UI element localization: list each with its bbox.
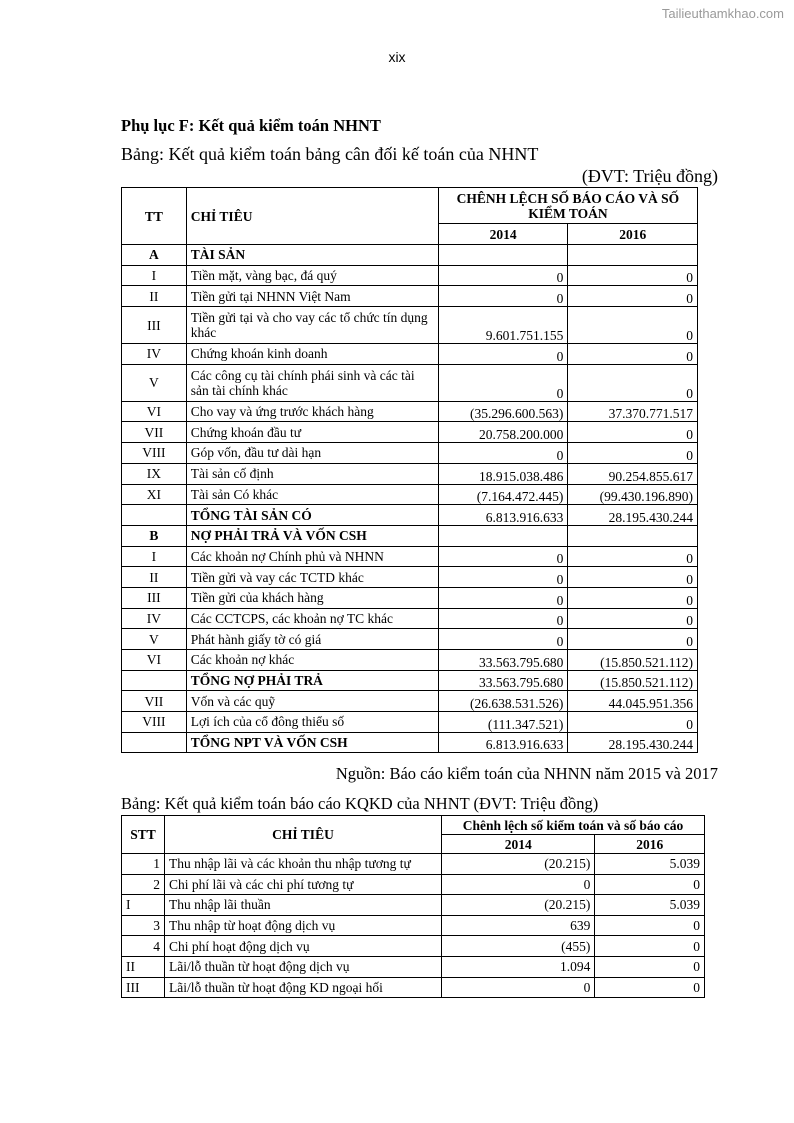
row-tt-cell: VIII	[122, 712, 187, 733]
row-name-cell: Tài sản cố định	[186, 463, 438, 484]
table-row	[122, 265, 698, 286]
row-name-cell: Tiền gửi và vay các TCTD khác	[186, 567, 438, 588]
balance-sheet-unit: (ĐVT: Triệu đồng)	[581, 166, 718, 186]
row-tt-cell: V	[122, 629, 187, 650]
row-name-cell: NỢ PHẢI TRẢ VÀ VỐN CSH	[186, 525, 438, 546]
row-tt-cell: VII	[122, 691, 187, 712]
row-tt-cell: V	[122, 364, 187, 401]
row-name-cell: Các khoản nợ khác	[186, 650, 438, 671]
row-name-cell: Chứng khoán kinh doanh	[186, 344, 438, 365]
row-stt-cell: 4	[122, 936, 165, 957]
row-value-2014: 0	[438, 443, 568, 464]
row-tt-cell: III	[122, 307, 187, 344]
row-value-2016: 0	[568, 265, 698, 286]
row-name-cell: Thu nhập từ hoạt động dịch vụ	[165, 915, 442, 936]
header-year-2016: 2016	[568, 224, 698, 245]
row-name-cell: TỔNG NPT VÀ VỐN CSH	[186, 732, 438, 753]
row-value-2014: 0	[438, 286, 568, 307]
row-tt-cell: III	[122, 587, 187, 608]
table-row	[122, 650, 698, 671]
row-value-2016: 0	[568, 712, 698, 733]
row-value-2016	[568, 245, 698, 266]
row-name-cell: Cho vay và ứng trước khách hàng	[186, 401, 438, 422]
row-tt-cell: VI	[122, 401, 187, 422]
table-row	[122, 525, 698, 546]
table-row	[122, 567, 698, 588]
row-tt-cell: B	[122, 525, 187, 546]
row-value-2016: 5.039	[595, 895, 705, 916]
row-value-2016: 0	[568, 422, 698, 443]
income-statement-caption: Bảng: Kết quả kiểm toán báo cáo KQKD của NHNT (ĐVT: Triệu đồng)	[121, 794, 599, 813]
table-row	[122, 915, 705, 936]
row-tt-cell: VII	[122, 422, 187, 443]
row-name-cell: Góp vốn, đầu tư dài hạn	[186, 443, 438, 464]
row-value-2016: (15.850.521.112)	[568, 670, 698, 691]
table-row	[122, 443, 698, 464]
source-note: Nguồn: Báo cáo kiểm toán của NHNN năm 2015 và 2017	[335, 764, 718, 783]
table-row	[122, 422, 698, 443]
row-name-cell: Phát hành giấy tờ có giá	[186, 629, 438, 650]
table-row	[122, 245, 698, 266]
table-row	[122, 936, 705, 957]
table-row	[122, 874, 705, 895]
row-value-2014: 33.563.795.680	[438, 670, 568, 691]
table-row	[122, 691, 698, 712]
row-name-cell: Các CCTCPS, các khoản nợ TC khác	[186, 608, 438, 629]
table-row	[122, 364, 698, 401]
row-value-2016: 44.045.951.356	[568, 691, 698, 712]
row-name-cell: Lãi/lỗ thuần từ hoạt động KD ngoại hối	[165, 977, 442, 998]
row-stt-cell: 1	[122, 854, 165, 875]
header-tt: TT	[122, 188, 187, 245]
row-value-2016: 0	[595, 956, 705, 977]
row-value-2016: 0	[595, 977, 705, 998]
row-value-2016: 0	[595, 915, 705, 936]
row-name-cell: Chi phí lãi và các chi phí tương tự	[165, 874, 442, 895]
table-row	[122, 629, 698, 650]
balance-sheet-caption: Bảng: Kết quả kiểm toán bảng cân đối kế toán của NHNT	[121, 144, 539, 164]
row-value-2014: 0	[438, 629, 568, 650]
row-value-2016: 37.370.771.517	[568, 401, 698, 422]
header-chi-tieu: CHỈ TIÊU	[165, 816, 442, 854]
row-tt-cell: IV	[122, 344, 187, 365]
table-row	[122, 344, 698, 365]
table-row	[122, 977, 705, 998]
header-difference-group: CHÊNH LỆCH SỐ BÁO CÁO VÀ SỐ KIỂM TOÁN	[438, 188, 697, 224]
row-name-cell: TÀI SẢN	[186, 245, 438, 266]
row-value-2014: (20.215)	[442, 895, 595, 916]
table-row	[122, 286, 698, 307]
row-value-2016	[568, 525, 698, 546]
row-value-2016: 0	[568, 286, 698, 307]
row-value-2014	[438, 525, 568, 546]
row-stt-cell: I	[122, 895, 165, 916]
row-stt-cell: 3	[122, 915, 165, 936]
row-stt-cell: 2	[122, 874, 165, 895]
row-value-2014: 6.813.916.633	[438, 505, 568, 526]
row-name-cell: Tiền gửi tại NHNN Việt Nam	[186, 286, 438, 307]
row-tt-cell: II	[122, 567, 187, 588]
row-value-2014: (7.164.472.445)	[438, 484, 568, 505]
row-value-2014: 0	[438, 608, 568, 629]
table-row	[122, 587, 698, 608]
balance-sheet-body	[122, 245, 698, 753]
row-name-cell: TỔNG NỢ PHẢI TRẢ	[186, 670, 438, 691]
row-value-2016: 0	[568, 443, 698, 464]
row-value-2016: 5.039	[595, 854, 705, 875]
row-tt-cell: I	[122, 546, 187, 567]
row-tt-cell	[122, 732, 187, 753]
row-tt-cell: IV	[122, 608, 187, 629]
row-tt-cell: II	[122, 286, 187, 307]
row-tt-cell: A	[122, 245, 187, 266]
row-value-2014: 0	[438, 567, 568, 588]
row-value-2014: 0	[442, 977, 595, 998]
table-row	[122, 463, 698, 484]
table-row	[122, 546, 698, 567]
row-tt-cell	[122, 505, 187, 526]
row-stt-cell: II	[122, 956, 165, 977]
row-name-cell: Vốn và các quỹ	[186, 691, 438, 712]
row-value-2014: 18.915.038.486	[438, 463, 568, 484]
header-chi-tieu: CHỈ TIÊU	[186, 188, 438, 245]
row-value-2014: 0	[438, 265, 568, 286]
row-value-2016: 0	[595, 874, 705, 895]
row-name-cell: Các công cụ tài chính phái sinh và các tài sản tài chính khác	[186, 364, 438, 401]
row-name-cell: Thu nhập lãi thuần	[165, 895, 442, 916]
row-value-2014: 0	[438, 344, 568, 365]
row-value-2016: 0	[568, 307, 698, 344]
row-name-cell: Tiền gửi của khách hàng	[186, 587, 438, 608]
row-value-2016: (99.430.196.890)	[568, 484, 698, 505]
row-value-2016: 0	[568, 567, 698, 588]
row-value-2016: 0	[595, 936, 705, 957]
table-row	[122, 895, 705, 916]
row-value-2016: 0	[568, 629, 698, 650]
row-tt-cell: VI	[122, 650, 187, 671]
row-value-2014: 0	[438, 364, 568, 401]
header-year-2014: 2014	[438, 224, 568, 245]
row-value-2016: 0	[568, 608, 698, 629]
balance-sheet-table	[121, 187, 698, 753]
header-difference-group: Chênh lệch số kiểm toán và số báo cáo	[442, 816, 705, 835]
row-tt-cell: I	[122, 265, 187, 286]
row-value-2014: 0	[438, 587, 568, 608]
row-value-2016: 28.195.430.244	[568, 732, 698, 753]
table-row	[122, 670, 698, 691]
row-tt-cell	[122, 670, 187, 691]
row-name-cell: Lợi ích của cổ đông thiểu số	[186, 712, 438, 733]
appendix-title: Phụ lục F: Kết quả kiểm toán NHNT	[121, 116, 381, 135]
row-value-2014: 9.601.751.155	[438, 307, 568, 344]
table-row	[122, 956, 705, 977]
table-row	[122, 307, 698, 344]
header-year-2014: 2014	[442, 835, 595, 854]
table-row	[122, 712, 698, 733]
row-value-2014: (35.296.600.563)	[438, 401, 568, 422]
row-value-2014: (26.638.531.526)	[438, 691, 568, 712]
row-value-2014: 0	[442, 874, 595, 895]
header-stt: STT	[122, 816, 165, 854]
row-name-cell: Tài sản Có khác	[186, 484, 438, 505]
row-value-2014: 639	[442, 915, 595, 936]
row-value-2014: 33.563.795.680	[438, 650, 568, 671]
row-value-2016: 90.254.855.617	[568, 463, 698, 484]
row-name-cell: TỔNG TÀI SẢN CÓ	[186, 505, 438, 526]
row-value-2016: 28.195.430.244	[568, 505, 698, 526]
row-name-cell: Chứng khoán đầu tư	[186, 422, 438, 443]
row-value-2014: 0	[438, 546, 568, 567]
row-value-2014: 6.813.916.633	[438, 732, 568, 753]
row-name-cell: Tiền gửi tại và cho vay các tổ chức tín dụng khác	[186, 307, 438, 344]
row-value-2016: (15.850.521.112)	[568, 650, 698, 671]
row-stt-cell: III	[122, 977, 165, 998]
row-name-cell: Lãi/lỗ thuần từ hoạt động dịch vụ	[165, 956, 442, 977]
row-value-2014: 1.094	[442, 956, 595, 977]
row-name-cell: Chi phí hoạt động dịch vụ	[165, 936, 442, 957]
row-value-2016: 0	[568, 546, 698, 567]
row-value-2014: (111.347.521)	[438, 712, 568, 733]
row-value-2014: 20.758.200.000	[438, 422, 568, 443]
row-tt-cell: XI	[122, 484, 187, 505]
row-value-2014: (20.215)	[442, 854, 595, 875]
row-name-cell: Các khoản nợ Chính phủ và NHNN	[186, 546, 438, 567]
table-row	[122, 608, 698, 629]
table-row	[122, 505, 698, 526]
row-tt-cell: IX	[122, 463, 187, 484]
table-row	[122, 854, 705, 875]
table-row	[122, 484, 698, 505]
income-statement-body	[122, 854, 705, 998]
header-year-2016: 2016	[595, 835, 705, 854]
row-tt-cell: VIII	[122, 443, 187, 464]
row-value-2016: 0	[568, 587, 698, 608]
watermark: Tailieuthamkhao.com	[661, 6, 784, 21]
row-value-2016: 0	[568, 344, 698, 365]
row-value-2014: (455)	[442, 936, 595, 957]
income-statement-table	[121, 815, 705, 998]
row-name-cell: Thu nhập lãi và các khoản thu nhập tương tự	[165, 854, 442, 875]
row-value-2014	[438, 245, 568, 266]
row-name-cell: Tiền mặt, vàng bạc, đá quý	[186, 265, 438, 286]
page-number: xix	[388, 49, 406, 65]
table-row	[122, 732, 698, 753]
row-value-2016: 0	[568, 364, 698, 401]
table-row	[122, 401, 698, 422]
